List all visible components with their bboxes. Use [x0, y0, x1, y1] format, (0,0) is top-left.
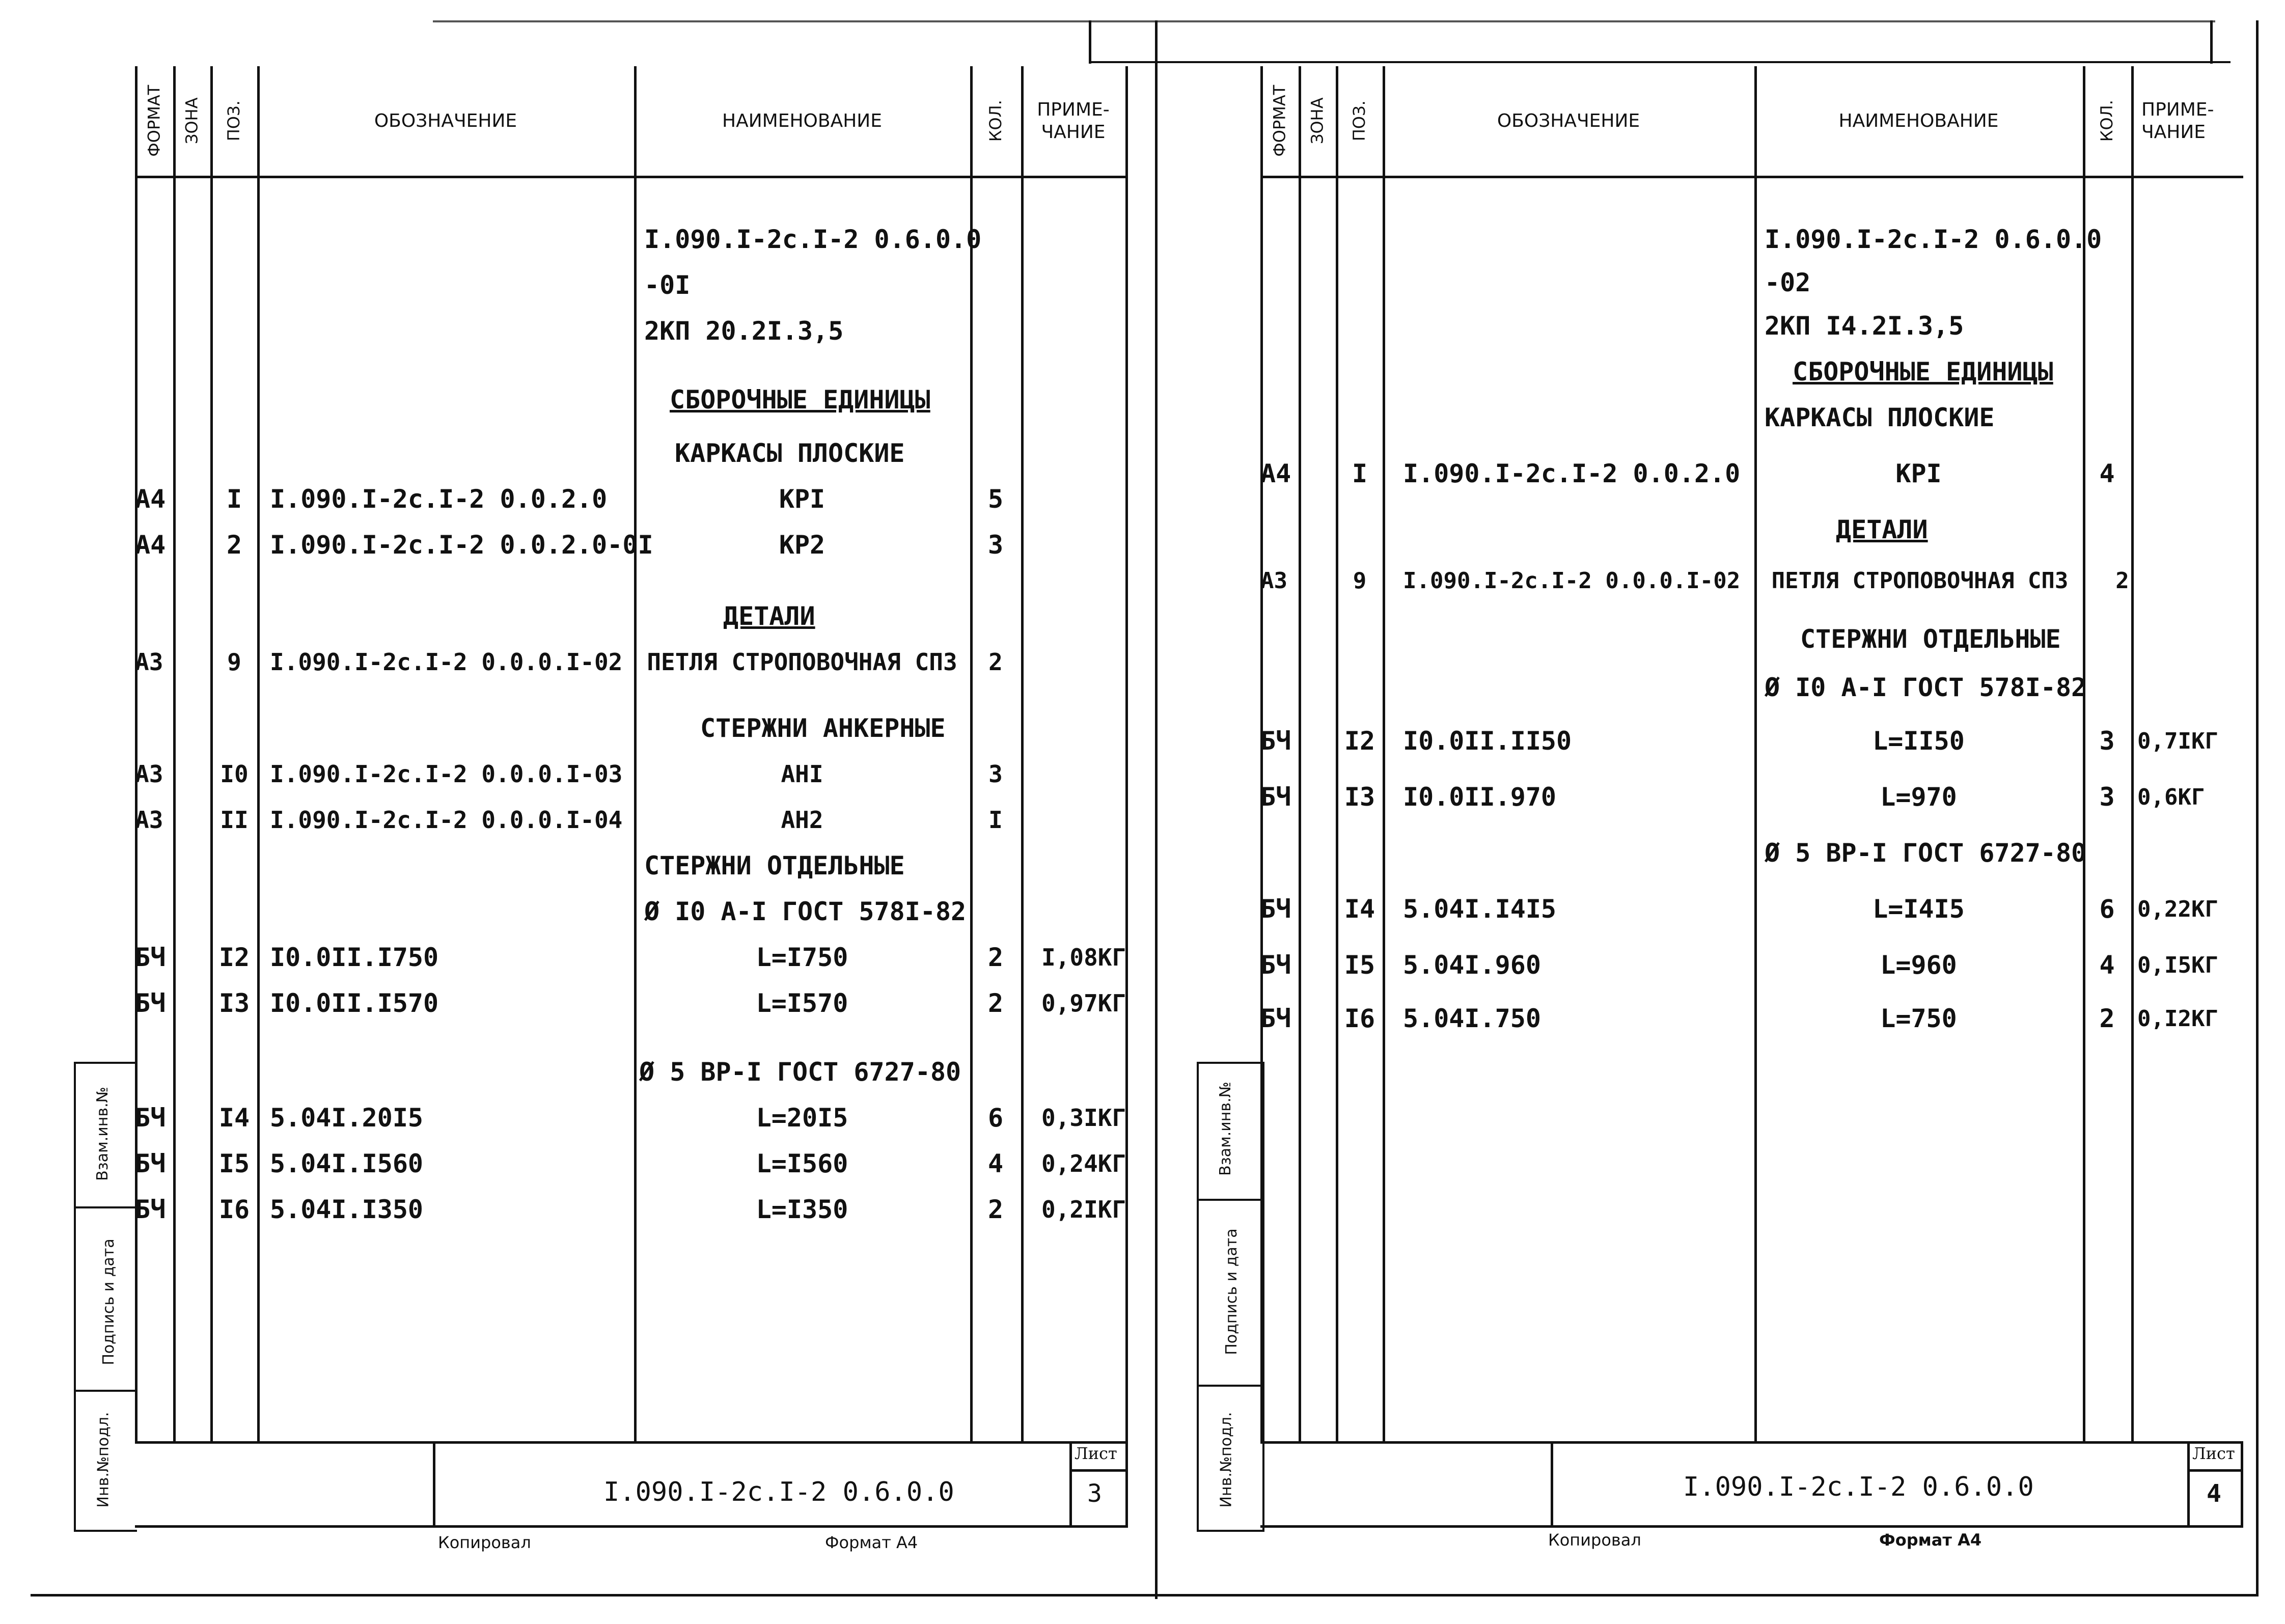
cell-designation: I.090.I-2c.I-2 0.0.0.I-03	[270, 760, 623, 788]
cell-name: L=II50	[1873, 726, 1965, 756]
sheet-label: Лист	[2192, 1444, 2235, 1463]
table-row	[135, 1097, 1125, 1138]
cell-designation: I0.0II.I570	[270, 988, 439, 1018]
side-vzam: Взам.инв.№	[93, 1087, 112, 1181]
stamp-code: I.090.I-2c.I-2 0.6.0.0	[1683, 1472, 2034, 1502]
cell-pos: 9	[227, 648, 241, 676]
cell-format: БЧ	[135, 1195, 166, 1224]
stamp-divider	[433, 1441, 435, 1528]
cell-name: КР2	[779, 530, 825, 560]
footer-copied: Копировал	[438, 1533, 531, 1552]
hdr-name: НАИМЕНОВАНИЕ	[722, 110, 882, 131]
section-heading: КАРКАСЫ ПЛОСКИЕ	[675, 438, 905, 468]
cell-qty: 2	[988, 648, 1003, 676]
spec-title-line: -02	[1765, 268, 1811, 297]
cell-name: ПЕТЛЯ СТРОПОВОЧНАЯ СПЗ	[647, 648, 957, 676]
side-divider	[1199, 1199, 1262, 1201]
table-row	[1260, 889, 2241, 929]
cell-format: А3	[135, 760, 163, 788]
cell-pos: I	[226, 484, 242, 514]
cell-designation: 5.04I.I4I5	[1403, 894, 1557, 924]
cell-designation: I.090.I-2c.I-2 0.0.0.I-02	[1403, 567, 1741, 594]
cell-format: БЧ	[1260, 950, 1291, 980]
cell-designation: I.090.I-2c.I-2 0.0.2.0-0I	[270, 530, 653, 560]
cell-format: БЧ	[135, 1103, 166, 1133]
cell-designation: I.090.I-2c.I-2 0.0.0.I-02	[270, 648, 623, 676]
stamp-sheet-rule	[2187, 1469, 2243, 1472]
cell-pos: I2	[218, 943, 250, 972]
hdr-pos: ПОЗ.	[224, 100, 243, 142]
cell-pos: I4	[218, 1103, 250, 1133]
section-heading: КАРКАСЫ ПЛОСКИЕ	[1765, 403, 1995, 432]
section-heading: Ø I0 A-I ГОСТ 578I-82	[1765, 673, 2087, 702]
cell-format: БЧ	[135, 943, 166, 972]
cell-pos: I5	[1344, 950, 1375, 980]
cell-qty: 4	[2099, 459, 2115, 488]
cell-format: А4	[135, 530, 166, 560]
cell-note: 0,I5КГ	[2137, 952, 2218, 978]
spec-title-line: -0I	[644, 270, 691, 300]
stamp-top-rule	[1260, 1441, 2243, 1444]
table-row	[135, 479, 1125, 519]
cell-qty: 3	[2099, 726, 2115, 756]
cell-name: ПЕТЛЯ СТРОПОВОЧНАЯ СПЗ	[1771, 567, 2069, 594]
hdr-designation: ОБОЗНАЧЕНИЕ	[1497, 110, 1640, 131]
spec-title-line: 2КП I4.2I.3,5	[1765, 311, 1964, 341]
side-inv: Инв.№подл.	[94, 1412, 113, 1508]
cell-qty: 2	[987, 988, 1004, 1018]
section-heading: Ø 5 BP-I ГОСТ 6727-80	[639, 1057, 961, 1087]
cell-pos: I6	[1344, 1004, 1375, 1033]
cell-name: КРI	[779, 484, 825, 514]
section-heading: ДЕТАЛИ	[1836, 515, 1928, 544]
cell-designation: 5.04I.I560	[270, 1149, 424, 1178]
cell-note: I,08КГ	[1041, 944, 1126, 971]
cell-format: БЧ	[1260, 1004, 1291, 1033]
table-row	[1260, 560, 2241, 601]
section-heading: Ø 5 BP-I ГОСТ 6727-80	[1765, 838, 2087, 868]
cell-designation: I0.0II.I750	[270, 943, 439, 972]
cell-pos: I3	[218, 988, 250, 1018]
hdr-name: НАИМЕНОВАНИЕ	[1838, 110, 1999, 131]
cell-name: L=970	[1880, 782, 1957, 812]
side-inv: Инв.№подл.	[1217, 1412, 1235, 1508]
cell-designation: I.090.I-2c.I-2 0.0.2.0	[270, 484, 608, 514]
right-side-stamp	[1197, 1062, 1264, 1532]
cell-name: L=I570	[756, 988, 848, 1018]
table-row	[1260, 945, 2241, 985]
top-right-rule	[1090, 61, 2231, 63]
cell-note: 0,7IКГ	[2137, 728, 2218, 754]
cell-qty: 2	[987, 1195, 1004, 1224]
cell-name: L=960	[1880, 950, 1957, 980]
cell-designation: I0.0II.II50	[1403, 726, 1572, 756]
header-rule	[1260, 176, 2243, 178]
table-row	[135, 1189, 1125, 1230]
cell-designation: I.090.I-2c.I-2 0.0.0.I-04	[270, 806, 623, 834]
cell-format: А4	[1260, 459, 1291, 488]
cell-pos: I5	[218, 1149, 250, 1178]
cell-name: L=20I5	[756, 1103, 848, 1133]
table-row	[135, 754, 1125, 794]
cell-format: БЧ	[135, 988, 166, 1018]
section-heading: СБОРОЧНЫЕ ЕДИНИЦЫ	[670, 385, 930, 415]
hdr-qty: КОЛ.	[985, 100, 1005, 142]
cell-qty: 3	[2099, 782, 2115, 812]
cell-note: 0,97КГ	[1041, 989, 1126, 1017]
cell-name: КРI	[1895, 459, 1942, 488]
cell-format: А4	[135, 484, 166, 514]
right-sheet	[1260, 66, 2243, 1528]
hdr-qty: КОЛ.	[2097, 100, 2117, 142]
hdr-format: ФОРМАТ	[144, 85, 164, 157]
hdr-pos: ПОЗ.	[1349, 100, 1369, 142]
table-row	[135, 937, 1125, 978]
stamp-divider	[2187, 1441, 2190, 1528]
cell-format: БЧ	[1260, 726, 1291, 756]
spec-title-line: 2КП 20.2I.3,5	[644, 316, 844, 346]
cell-note: 0,24КГ	[1041, 1150, 1126, 1177]
table-row	[135, 800, 1125, 840]
table-row	[1260, 998, 2241, 1039]
cell-format: А3	[135, 648, 163, 676]
cell-pos: II	[220, 806, 249, 834]
cell-qty: 2	[987, 943, 1004, 972]
hdr-zone: ЗОНА	[1307, 97, 1327, 145]
cell-note: 0,2IКГ	[1041, 1196, 1126, 1223]
stamp-bottom-rule	[135, 1525, 1128, 1528]
cell-format: БЧ	[1260, 782, 1291, 812]
left-side-stamp	[74, 1062, 137, 1532]
cell-note: 0,I2КГ	[2137, 1005, 2218, 1032]
cell-qty: 3	[987, 530, 1004, 560]
cell-name: L=750	[1880, 1004, 1957, 1033]
top-edge-line	[433, 20, 2215, 22]
table-row	[1260, 721, 2241, 761]
section-heading: ДЕТАЛИ	[723, 601, 815, 631]
col-line	[2241, 1441, 2243, 1528]
hdr-note: ПРИМЕ- ЧАНИЕ	[1037, 99, 1110, 143]
left-sheet	[135, 66, 1128, 1528]
side-divider	[1199, 1385, 1262, 1387]
cell-qty: 2	[2115, 567, 2129, 594]
cell-designation: 5.04I.I350	[270, 1195, 424, 1224]
stamp-top-rule	[135, 1441, 1128, 1444]
table-row	[135, 983, 1125, 1024]
stamp-code: I.090.I-2c.I-2 0.6.0.0	[603, 1477, 954, 1507]
header-rule	[135, 176, 1128, 178]
cell-pos: I2	[1344, 726, 1375, 756]
hdr-zone: ЗОНА	[182, 97, 202, 145]
side-divider	[76, 1390, 137, 1392]
hdr-designation: ОБОЗНАЧЕНИЕ	[374, 110, 517, 131]
top-right-tick	[2210, 20, 2213, 64]
cell-designation: I0.0II.970	[1403, 782, 1557, 812]
top-left-tick	[1089, 20, 1091, 64]
footer-format: Формат А4	[825, 1533, 918, 1552]
table-row	[1260, 777, 2241, 817]
side-divider	[76, 1206, 137, 1208]
spec-title-line: I.090.I-2c.I-2 0.6.0.0	[1765, 225, 2102, 254]
cell-name: L=I560	[756, 1149, 848, 1178]
cell-pos: 2	[226, 530, 242, 560]
table-row	[135, 525, 1125, 565]
footer-copied: Копировал	[1548, 1530, 1641, 1550]
stamp-divider	[1551, 1441, 1553, 1528]
hdr-note: ПРИМЕ- ЧАНИЕ	[2141, 99, 2214, 143]
cell-pos: 9	[1353, 567, 1367, 594]
cell-pos: I6	[218, 1195, 250, 1224]
cell-designation: 5.04I.20I5	[270, 1103, 424, 1133]
cell-pos: I4	[1344, 894, 1375, 924]
side-vzam: Взам.инв.№	[1216, 1082, 1234, 1176]
table-row	[135, 1143, 1125, 1184]
cell-designation: I.090.I-2c.I-2 0.0.2.0	[1403, 459, 1741, 488]
section-heading: СБОРОЧНЫЕ ЕДИНИЦЫ	[1793, 357, 2053, 387]
cell-note: 0,6КГ	[2137, 784, 2205, 810]
table-row	[135, 642, 1125, 682]
cell-format: БЧ	[1260, 894, 1291, 924]
cell-pos: I0	[220, 760, 249, 788]
cell-name: L=I4I5	[1873, 894, 1965, 924]
section-heading: СТЕРЖНИ ОТДЕЛЬНЫЕ	[1800, 624, 2061, 654]
sheet-label: Лист	[1075, 1444, 1117, 1463]
cell-qty: 2	[2099, 1004, 2115, 1033]
stamp-sheet-rule	[1069, 1469, 1128, 1472]
sheet-number: 4	[2207, 1479, 2221, 1508]
section-heading: Ø I0 A-I ГОСТ 578I-82	[644, 897, 967, 926]
cell-name: L=I350	[756, 1195, 848, 1224]
sheet-number: 3	[1087, 1479, 1102, 1508]
cell-qty: 4	[987, 1149, 1004, 1178]
cell-name: L=I750	[756, 943, 848, 972]
cell-name: АНI	[781, 760, 823, 788]
cell-format: А3	[1260, 567, 1287, 594]
section-heading: СТЕРЖНИ АНКЕРНЫЕ	[700, 713, 946, 743]
hdr-format: ФОРМАТ	[1270, 85, 1289, 157]
col-line	[1125, 66, 1128, 1528]
side-podpis: Подпись и дата	[1222, 1228, 1241, 1355]
cell-note: 0,3IКГ	[1041, 1104, 1126, 1132]
cell-designation: 5.04I.750	[1403, 1004, 1541, 1033]
stamp-bottom-rule	[1260, 1525, 2243, 1528]
cell-pos: I3	[1344, 782, 1375, 812]
cell-qty: 6	[987, 1103, 1004, 1133]
cell-pos: I	[1352, 459, 1368, 488]
stamp-divider	[1069, 1441, 1072, 1528]
table-row	[1260, 453, 2241, 494]
cell-qty: I	[988, 806, 1003, 834]
cell-format: А3	[135, 806, 163, 834]
cell-note: 0,22КГ	[2137, 896, 2218, 922]
spec-title-line: I.090.I-2c.I-2 0.6.0.0	[644, 225, 982, 254]
cell-qty: 3	[988, 760, 1003, 788]
cell-name: АН2	[781, 806, 823, 834]
cell-qty: 5	[987, 484, 1004, 514]
section-heading: СТЕРЖНИ ОТДЕЛЬНЫЕ	[644, 851, 905, 880]
cell-qty: 6	[2099, 894, 2115, 924]
side-podpis: Подпись и дата	[99, 1238, 118, 1365]
cell-qty: 4	[2099, 950, 2115, 980]
cell-designation: 5.04I.960	[1403, 950, 1541, 980]
footer-format: Формат А4	[1879, 1530, 1982, 1550]
center-divider	[1155, 20, 1158, 1599]
cell-format: БЧ	[135, 1149, 166, 1178]
